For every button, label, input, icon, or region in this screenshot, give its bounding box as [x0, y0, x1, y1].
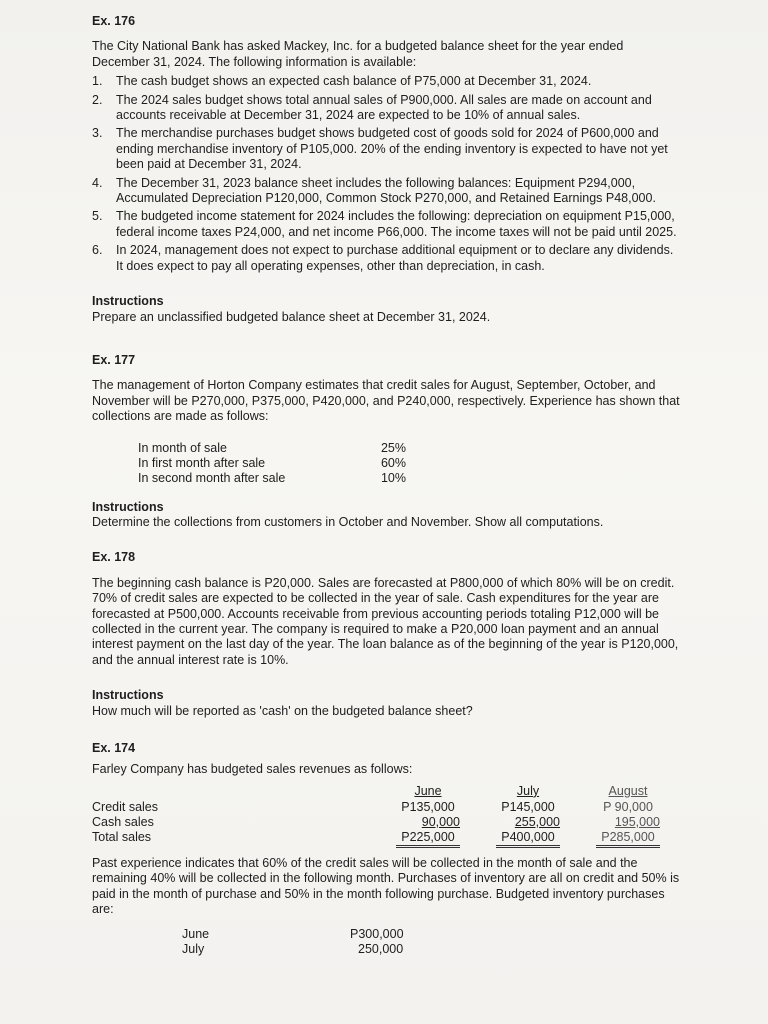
table-cell: P225,000: [396, 830, 460, 848]
ex174-purchases-table: [92, 921, 682, 955]
month-header: August: [608, 783, 648, 798]
ex178-instructions: How much will be reported as 'cash' on the budgeted balance sheet?: [92, 703, 473, 718]
list-item: 2. The 2024 sales budget shows total annual sales of P900,000. All sales are made on account and accounts receivable at December 31, 2024 are expected to be 10% of annual sales.: [92, 92, 652, 123]
ex178-heading: Ex. 178: [92, 550, 136, 565]
ex178-body: The beginning cash balance is P20,000. Sales are forecasted at P800,000 of which 80% will be on credit. 70% of credit sales are expected to be collected in the year of sale. Cash expenditures for the year are forecasted at P500,000. Accounts receivable from previous accounting periods totaling P12,000 will be collected in the current year. The company is required to make a P20,000 loan payment and an annual interest payment on the last day of the year. The loan balance as of the beginning of the year is P120,000, and the annual interest rate is 10%.: [92, 575, 679, 667]
row-label: Total sales: [92, 829, 152, 844]
list-item: 6. In 2024, management does not expect to purchase additional equipment or to declare any dividends. It does expect to pay all operating expenses, other than depreciation, in cash.: [92, 243, 674, 273]
table-row: In second month after sale 10%: [138, 470, 406, 485]
ex174-intro: Farley Company has budgeted sales revenues as follows:: [92, 762, 413, 777]
ex177-instructions: Determine the collections from customers in October and November. Show all computations.: [92, 514, 604, 529]
table-cell: 195,000: [614, 814, 660, 829]
month-header: July: [516, 783, 540, 798]
ex178-instructions-heading: Instructions: [92, 688, 164, 703]
ex177-instructions-heading: Instructions: [92, 499, 164, 514]
table-cell: P 90,000: [603, 799, 653, 814]
month-header: June: [414, 783, 442, 798]
row-label: Credit sales: [92, 799, 158, 814]
purchase-month: July: [182, 942, 205, 957]
table-row: In first month after sale 60%: [138, 455, 406, 470]
ex176-items: [92, 74, 682, 274]
list-item: 5. The budgeted income statement for 2024 includes the following: depreciation on equipment P15,000, federal income taxes P24,000, and net income P66,000. The income taxes will not be paid until 2025.: [92, 209, 677, 239]
ex174-sales-table: [92, 782, 682, 854]
document-content: [92, 14, 682, 955]
table-cell: P285,000: [596, 830, 660, 848]
ex176-instructions: Prepare an unclassified budgeted balance sheet at December 31, 2024.: [92, 309, 491, 324]
ex176-intro: The City National Bank has asked Mackey, Inc. for a budgeted balance sheet for the year ended December 31, 2024. The following information is available:: [92, 39, 624, 69]
table-cell: 90,000: [421, 814, 460, 829]
table-row: In month of sale 25%: [138, 440, 406, 455]
purchase-value: P300,000: [350, 927, 404, 942]
list-item: 4. The December 31, 2023 balance sheet includes the following balances: Equipment P294,000, Accumulated Depreciation P120,000, Common Stock P270,000, and Retained Earnings P48,000.: [92, 175, 656, 206]
list-item: 3. The merchandise purchases budget shows budgeted cost of goods sold for 2024 of P600,000 and ending merchandise inventory of P105,000. 20% of the ending inventory is expected to have not yet been paid at December 31, 2024.: [92, 126, 668, 172]
ex176-instructions-heading: Instructions: [92, 294, 164, 309]
purchase-value: 250,000: [358, 942, 404, 957]
list-item: 1. The cash budget shows an expected cash balance of P75,000 at December 31, 2024.: [92, 74, 592, 89]
ex177-intro: The management of Horton Company estimates that credit sales for August, September, October, and November will be P270,000, P375,000, P420,000, and P240,000, respectively. Experience has shown that collections are made as follows:: [92, 378, 680, 424]
purchase-month: June: [182, 927, 210, 942]
table-cell: P145,000: [501, 799, 555, 814]
ex174-heading: Ex. 174: [92, 741, 136, 755]
ex174-body: Past experience indicates that 60% of the credit sales will be collected in the month of sale and the remaining 40% will be collected in the following month. Purchases of inventory are all on credit and 50% is paid in the month of purchase and 50% in the month following purchase. Budgeted inventory purchases are:: [92, 855, 680, 917]
table-cell: P400,000: [496, 830, 560, 848]
table-cell: 255,000: [514, 814, 560, 829]
ex177-collections-table: [138, 441, 406, 486]
row-label: Cash sales: [92, 814, 154, 829]
ex177-heading: Ex. 177: [92, 352, 136, 367]
ex176-heading: Ex. 176: [92, 14, 136, 28]
table-cell: P135,000: [401, 799, 455, 814]
